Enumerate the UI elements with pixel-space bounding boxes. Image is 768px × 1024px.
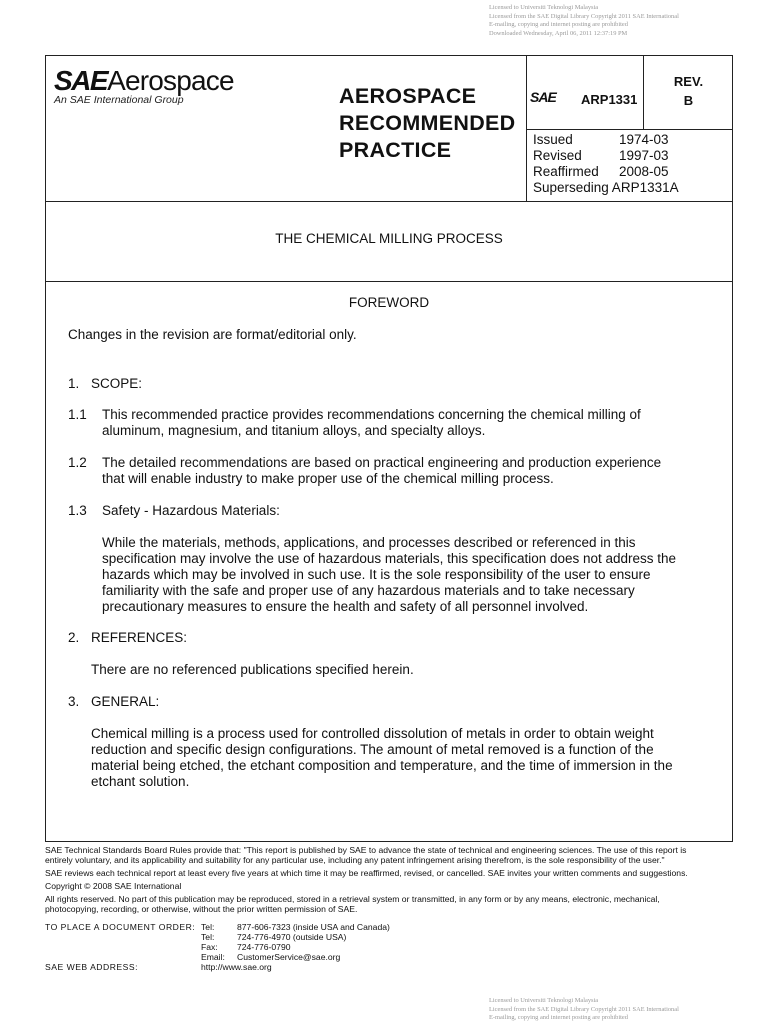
paragraph-line: specification may involve the use of hazardous materials, this specification does not address the	[102, 551, 677, 566]
date-row	[533, 148, 679, 164]
paragraph-line: The detailed recommendations are based on practical engineering and production experience	[102, 455, 662, 470]
contact-key: Email:	[201, 952, 225, 962]
license-notice-bottom	[489, 997, 679, 1023]
license-line: Licensed to Universiti Teknologi Malaysia	[489, 4, 599, 11]
contact-key: Tel:	[201, 932, 215, 942]
section-heading: REFERENCES:	[91, 630, 188, 645]
foreword-text: Changes in the revision are format/editorial only.	[68, 327, 357, 342]
web-row	[45, 962, 390, 972]
order-row	[45, 922, 390, 932]
paragraph-line: etchant solution.	[91, 774, 190, 789]
paragraph-line: precautionary measures to ensure the health and safety of all personnel involved.	[102, 599, 589, 614]
footer-line: SAE reviews each technical report at least every five years at which time it may be reaffirmed, revised, or cancelled. SAE invites your written comments and suggestions.	[45, 868, 688, 878]
section-heading: SCOPE:	[91, 376, 143, 391]
footer-line: photocopying, recording, or otherwise, without the prior written permission of SAE.	[45, 904, 358, 914]
copyright-line: Copyright © 2008 SAE International	[45, 881, 182, 891]
contact-value: 724-776-4970 (outside USA)	[237, 932, 347, 942]
sae-mini-logo: SAE	[530, 89, 556, 105]
license-line: Licensed from the SAE Digital Library Copyright 2011 SAE International	[489, 1005, 679, 1013]
title-box	[45, 201, 733, 281]
footer-line: SAE Technical Standards Board Rules provide that: "This report is published by SAE to advance the state of technical and engineering sciences. The use of this report is	[45, 845, 687, 855]
date-row	[533, 132, 679, 148]
foreword-heading: FOREWORD	[348, 295, 430, 310]
web-label: SAE WEB ADDRESS:	[45, 962, 139, 972]
document-type-line: RECOMMENDED	[339, 111, 516, 135]
paragraph-line: While the materials, methods, applications, and processes described or referenced in this	[102, 535, 636, 550]
order-row	[45, 942, 390, 952]
date-label: Revised	[533, 148, 582, 163]
email-link[interactable]: CustomerService@sae.org	[237, 952, 341, 962]
divider	[643, 56, 644, 129]
order-label: TO PLACE A DOCUMENT ORDER:	[45, 922, 196, 932]
order-row	[45, 952, 390, 962]
document-type-line: PRACTICE	[339, 138, 452, 162]
section-number: 1.1	[68, 407, 87, 422]
header-box	[45, 55, 733, 201]
section-number: 3.	[68, 694, 80, 709]
contact-value: 877-606-7323 (inside USA and Canada)	[237, 922, 390, 932]
logo-sae-text: SAE	[54, 65, 108, 96]
date-value: 1974-03	[619, 132, 669, 147]
document-number: ARP1331	[581, 92, 638, 107]
section-number: 1.3	[68, 503, 87, 518]
date-label: Issued	[533, 132, 573, 147]
contact-key: Fax:	[201, 942, 218, 952]
paragraph-line: There are no referenced publications specified herein.	[91, 662, 414, 677]
revision-value: B	[683, 93, 694, 108]
logo-tagline: An SAE International Group	[54, 94, 184, 106]
document-dates	[533, 132, 679, 196]
document-type	[339, 83, 516, 164]
license-line: E-mailing, copying and internet posting are prohibited	[489, 21, 628, 29]
sae-aerospace-logo	[54, 65, 234, 97]
footer-notice	[45, 845, 735, 914]
section-number: 2.	[68, 630, 80, 645]
license-line: Downloaded Wednesday, April 06, 2011 12:37:19 PM	[489, 29, 628, 37]
logo-aerospace-text: Aerospace	[107, 65, 234, 96]
superseding-text: Superseding ARP1331A	[533, 180, 679, 195]
date-value: 1997-03	[619, 148, 669, 163]
order-row	[45, 932, 390, 942]
revision-label: REV.	[673, 74, 704, 89]
paragraph-line: that will enable industry to make proper use of the chemical milling process.	[102, 471, 554, 486]
section-number: 1.2	[68, 455, 87, 470]
order-info	[45, 922, 390, 972]
date-value: 2008-05	[619, 164, 669, 179]
section-heading: Safety - Hazardous Materials:	[102, 503, 280, 518]
section-heading: GENERAL:	[91, 694, 160, 709]
web-link[interactable]: http://www.sae.org	[201, 962, 272, 972]
contact-key: Tel:	[201, 922, 215, 932]
superseding-row	[533, 180, 679, 196]
date-label: Reaffirmed	[533, 164, 599, 179]
paragraph-line: material being etched, the etchant composition and temperature, and the time of immersion in the	[91, 758, 673, 773]
paragraph-line: hazards which may be involved in such use. It is the sole responsibility of the user to ensure	[102, 567, 651, 582]
document-title: THE CHEMICAL MILLING PROCESS	[275, 231, 503, 246]
date-row	[533, 164, 679, 180]
section-number: 1.	[68, 376, 80, 391]
contact-value: 724-776-0790	[237, 942, 291, 952]
paragraph-line: familiarity with the safe and proper use of any hazardous materials and to take necessary	[102, 583, 635, 598]
license-line: Licensed to Universiti Teknologi Malaysia	[489, 997, 599, 1004]
paragraph-line: This recommended practice provides recommendations concerning the chemical milling of	[102, 407, 641, 422]
footer-line: entirely voluntary, and its applicability and suitability for any particular use, including any patent infringement arising therefrom, is the sole responsibility of the user."	[45, 855, 665, 865]
license-notice-top	[489, 4, 679, 38]
footer-line: All rights reserved. No part of this publication may be reproduced, stored in a retrieval system or transmitted, in any form or by any means, electronic, mechanical,	[45, 894, 660, 904]
body-box	[45, 281, 733, 842]
paragraph-line: Chemical milling is a process used for controlled dissolution of metals in order to obtain weight	[91, 726, 654, 741]
license-line: Licensed from the SAE Digital Library Copyright 2011 SAE International	[489, 12, 679, 20]
divider	[526, 129, 732, 130]
document-type-line: AEROSPACE	[339, 84, 477, 108]
license-line: E-mailing, copying and internet posting are prohibited	[489, 1014, 628, 1022]
paragraph-line: aluminum, magnesium, and titanium alloys, and specialty alloys.	[102, 423, 486, 438]
paragraph-line: reduction and specific design configurations. The amount of metal removed is a function of the	[91, 742, 654, 757]
